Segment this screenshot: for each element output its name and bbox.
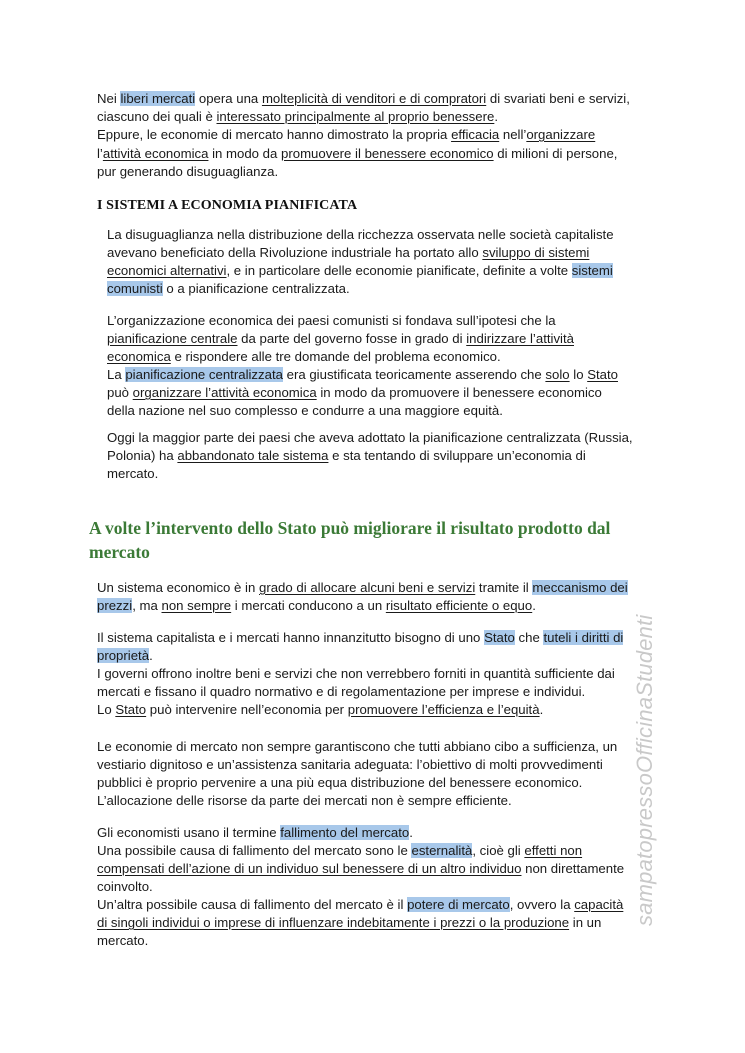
text-line: Un’altra possibile causa di fallimento del mercato è il potere di mercato, ovvero la capacità (97, 897, 624, 912)
text-line: Lo Stato può intervenire nell’economia per promuovere l’efficienza e l’equità. (97, 702, 544, 717)
section-heading: I SISTEMI A ECONOMIA PIANIFICATA (97, 198, 358, 213)
text-line: Una possibile causa di fallimento del mercato sono le esternalità, cioè gli effetti non (97, 843, 583, 858)
text-line: avevano beneficiato della Rivoluzione industriale ha portato allo sviluppo di sistemi (107, 245, 590, 260)
text-line: Oggi la maggior parte dei paesi che aveva adottato la pianificazione centralizzata (Russia, (107, 430, 633, 445)
text-line: mercato. (97, 933, 149, 948)
text-line: Polonia) ha abbandonato tale sistema e sta tentando di sviluppare un’economia di (107, 448, 586, 463)
heading-line: A volte l’intervento dello Stato può migliorare il risultato prodotto dal (89, 518, 611, 538)
text-line: della nazione nel suo complesso e condurre a una maggiore equità. (107, 403, 503, 418)
watermark (632, 536, 660, 926)
text-line: La disuguaglianza nella distribuzione della ricchezza osservata nelle società capitaliste (107, 227, 614, 242)
text-line: pur generando disuguaglianza. (97, 164, 279, 179)
text-line: ciascuno dei quali è interessato principalmente al proprio benessere. (97, 109, 498, 124)
text-line: l’attività economica in modo da promuovere il benessere economico di milioni di persone, (97, 146, 618, 161)
text-line: Il sistema capitalista e i mercati hanno innanzitutto bisogno di uno Stato che tuteli i diritti di (97, 630, 624, 645)
heading-line: mercato (89, 542, 150, 562)
text-line: compensati dell’azione di un individuo sul benessere di un altro individuo non direttamente (97, 861, 625, 876)
text-line: mercati e fissano il quadro normativo e di regolamentazione per imprese e individui. (97, 684, 586, 699)
text-line: di singoli individui o imprese di influenzare indebitamente i prezzi o la produzione in un (97, 915, 602, 930)
text-line: L’allocazione delle risorse da parte dei mercati non è sempre efficiente. (97, 793, 512, 808)
text-line: Eppure, le economie di mercato hanno dimostrato la propria efficacia nell’organizzare (97, 127, 596, 142)
text-line: La pianificazione centralizzata era giustificata teoricamente asserendo che solo lo Stato (107, 367, 618, 382)
text-line: pubblici è proprio pervenire a una più equa distribuzione del benessere economico. (97, 775, 583, 790)
text-line: economica e rispondere alle tre domande del problema economico. (107, 349, 501, 364)
text-line: Un sistema economico è in grado di allocare alcuni beni e servizi tramite il meccanismo dei (97, 580, 628, 595)
text-line: Gli economisti usano il termine fallimento del mercato. (97, 825, 413, 840)
text-line: può organizzare l’attività economica in modo da promuovere il benessere economico (107, 385, 602, 400)
text-line: vestiario dignitoso e un’assistenza sanitaria adeguata: l’obiettivo di molti provvedimenti (97, 757, 603, 772)
watermark-text: sampatopressoOfficinaStudenti (632, 614, 657, 926)
text-line: economici alternativi, e in particolare delle economie pianificate, definite a volte sistemi (107, 263, 613, 278)
text-line: I governi offrono inoltre beni e servizi che non verrebbero forniti in quantità sufficiente dai (97, 666, 615, 681)
text-line: coinvolto. (97, 879, 153, 894)
section-heading-green (89, 516, 649, 564)
text-line: Le economie di mercato non sempre garantiscono che tutti abbiano cibo a sufficienza, un (97, 739, 618, 754)
text-line: comunisti o a pianificazione centralizzata. (107, 281, 350, 296)
text-line: Nei liberi mercati opera una molteplicità di venditori e di compratori di svariati beni e servizi, (97, 91, 630, 106)
text-line: prezzi, ma non sempre i mercati conducono a un risultato efficiente o equo. (97, 598, 536, 613)
text-line: pianificazione centrale da parte del governo fosse in grado di indirizzare l’attività (107, 331, 574, 346)
text-line: mercato. (107, 466, 159, 481)
text-line: proprietà. (97, 648, 153, 663)
text-line: L’organizzazione economica dei paesi comunisti si fondava sull’ipotesi che la (107, 313, 556, 328)
